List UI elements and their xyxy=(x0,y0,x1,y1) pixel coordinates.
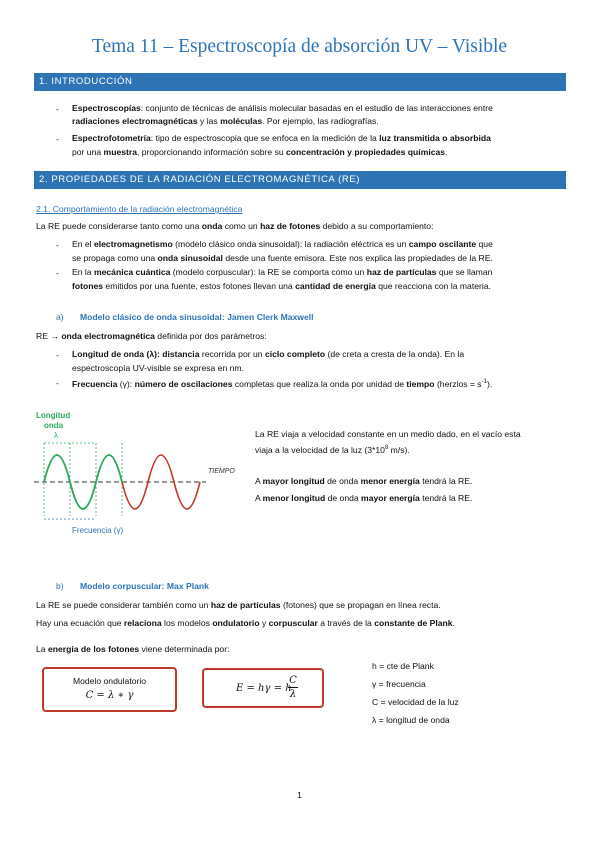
formula-c-lambda-gamma: C = λ ∗ γ xyxy=(85,690,134,701)
legend-lambda: λ = longitud de onda xyxy=(372,715,450,725)
intro-bullet-2-line-1: Espectrofotometría: tipo de espectroscopia que se enfoca en la medición de la luz transmitida o absorbida xyxy=(72,133,491,143)
subsection-heading-2-1: 2.1. Comportamiento de la radiación electromagnética xyxy=(36,204,243,214)
wave-diagram xyxy=(34,406,244,538)
paragraph-ecuacion-plank: Hay una ecuación que relaciona los modelos ondulatorio y corpuscular a través de la constante de Plank. xyxy=(36,618,455,628)
legend-gamma: γ = frecuencia xyxy=(372,679,426,689)
bullet-dash: - xyxy=(56,350,59,360)
formula-fraction-denominator: λ xyxy=(289,689,297,700)
subsection-heading-b: b) Modelo corpuscular: Max Plank xyxy=(56,581,209,591)
s21-bullet-2-line-1: En la mecánica cuántica (modelo corpuscular): la RE se comporta como un haz de partículas que se llaman xyxy=(72,267,493,277)
bullet-dash: - xyxy=(56,134,59,144)
s21-bullet-1-line-1: En el electromagnetismo (modelo clásico onda sinusoidal): la radiación eléctrica es un campo oscilante que xyxy=(72,239,493,249)
paragraph-re-onda-fotones: La RE puede considerarse tanto como una onda como un haz de fotones debido a su comportamiento: xyxy=(36,221,434,231)
figtext-mayor-longitud: A mayor longitud de onda menor energía tendrá la RE. xyxy=(255,476,473,486)
paragraph-re-onda-electromagnetica: RE → onda electromagnética definida por dos parámetros: xyxy=(36,331,267,341)
intro-bullet-1-line-1: Espectroscopías: conjunto de técnicas de análisis molecular basadas en el estudio de las interacciones entre xyxy=(72,103,493,113)
figtext-menor-longitud: A menor longitud de onda mayor energía tendrá la RE. xyxy=(255,493,473,503)
subsection-heading-a: a) Modelo clásico de onda sinusoidal: Jamen Clerk Maxwell xyxy=(56,312,314,322)
formula-box-energia xyxy=(202,668,324,708)
bullet-dash: - xyxy=(56,378,59,388)
intro-bullet-1-line-2: radiaciones electromagnéticas y las moléculas. Por ejemplo, las radiografías. xyxy=(72,116,379,126)
lambda-label: λ xyxy=(54,431,58,440)
legend-h: h = cte de Plank xyxy=(372,661,434,671)
onda-label: onda xyxy=(44,421,64,430)
frecuencia-label: Frecuencia (γ) xyxy=(72,526,124,535)
longitud-onda-label: Longitud xyxy=(36,411,71,420)
figtext-line-2: viaja a la velocidad de la luz ($3*10^8$ m/s). xyxy=(255,444,410,455)
s21-bullet-2-line-2: fotones emitidos por una fuente, estos fotones llevan una cantidad de energía que reacciona con la materia. xyxy=(72,281,491,291)
frecuencia-line: Frecuencia (γ): número de oscilaciones completas que realiza la onda por unidad de tiempo (herzios = $s^{-1}$). xyxy=(72,378,493,389)
section-header-introduccion: 1. INTRODUCCIÓN xyxy=(34,73,566,91)
longitud-onda-line-2: espectroscopía UV-visible se expresa en nm. xyxy=(72,363,244,373)
s21-bullet-1-line-2: se propaga como una onda sinusoidal desde una fuente emisora. Este nos explica las propiedades de la RE. xyxy=(72,253,493,263)
paragraph-energia-fotones: La energía de los fotones viene determinada por: xyxy=(36,644,230,654)
page-number: 1 xyxy=(297,790,302,800)
bullet-dash: - xyxy=(56,104,59,114)
figtext-line-1: La RE viaja a velocidad constante en un medio dado, en el vacío esta xyxy=(255,429,521,439)
longitud-onda-line-1: Longitud de onda (λ): distancia recorrida por un ciclo completo (de creta a cresta de la onda). En la xyxy=(72,349,465,359)
intro-bullet-2-line-2: por una muestra, proporcionando información sobre su concentración y propiedades químicas. xyxy=(72,147,448,157)
bullet-dash: - xyxy=(56,240,59,250)
tiempo-label: TIEMPO xyxy=(208,468,235,475)
bullet-dash: - xyxy=(56,268,59,278)
formula-energia-left: E = hγ = h xyxy=(236,683,292,694)
legend-c: C = velocidad de la luz xyxy=(372,697,459,707)
page-title: Tema 11 – Espectroscopía de absorción UV – Visible xyxy=(91,36,508,57)
formula-box-ondulatorio xyxy=(42,667,177,712)
paragraph-haz-particulas: La RE se puede considerar también como un haz de partículas (fotones) que se propagan en línea recta. xyxy=(36,600,441,610)
formula-fraction-numerator: C xyxy=(289,675,297,686)
section-header-propiedades-re: 2. PROPIEDADES DE LA RADIACIÓN ELECTROMAGNÉTICA (RE) xyxy=(34,171,566,189)
formula-box-title: Modelo ondulatorio xyxy=(72,676,147,686)
